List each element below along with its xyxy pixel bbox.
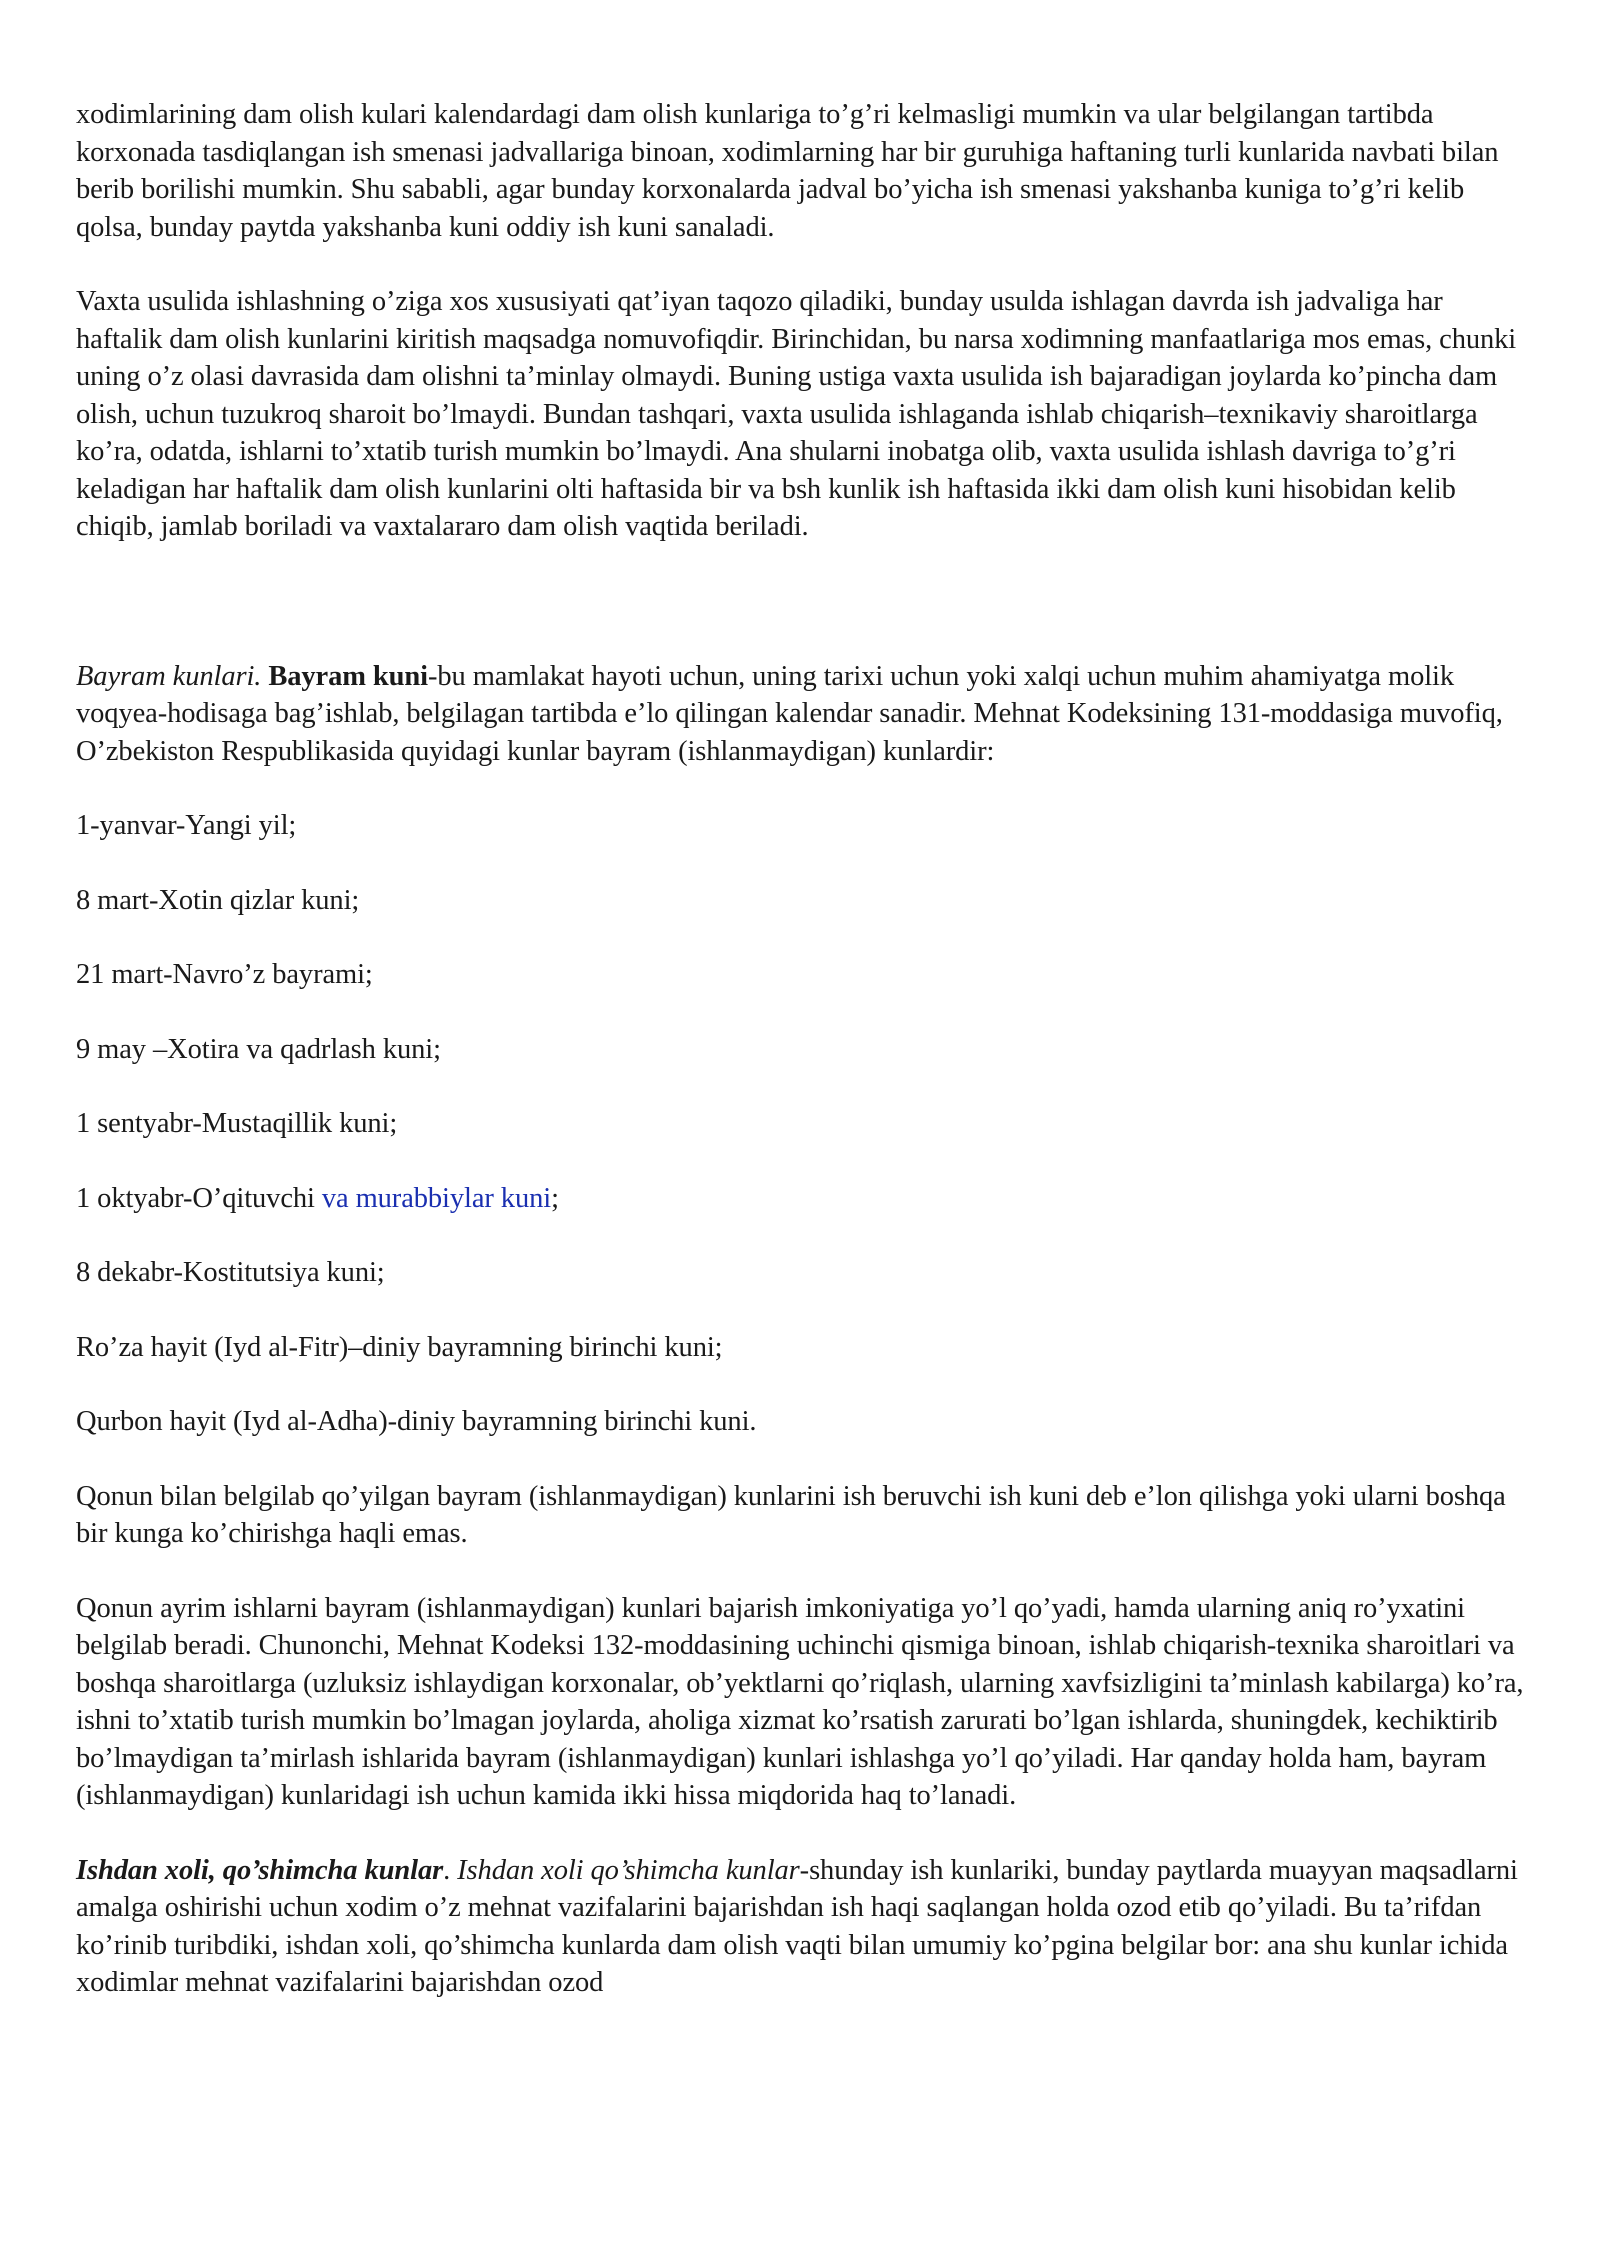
extra-days-definition: -shunday ish kunlariki, bunday paytlarda muayyan maqsadlarni amalga oshirishi uchun xodim o’z mehnat vazifalarini bajarishdan ish haqi saqlangan holda ozod etib qo’yiladi. Bu ta’rifdan ko’rinib turibdiki, ishdan xoli, qo’shimcha kunlarda dam olish vaqti bilan umumiy ko’pgina belgilar bor: ana shu kunlar ichida xodimlar mehnat vazifalarini bajarishdan ozod	[76, 1854, 1518, 1998]
term-holiday: Bayram kuni	[268, 660, 428, 692]
paragraph-day-off-schedule: xodimlarining dam olish kulari kalendardagi dam olish kunlariga to’g’ri kelmasligi mumkin va ular belgilangan tartibda korxonada tasdiqlangan ish smenasi jadvallariga binoan, xodimlarning har bir guruhiga haftaning turli kunlarida navbati bilan berib borilishi mumkin. Shu sababli, agar bunday korxonalarda jadval bo’yicha ish smenasi yakshanba kuniga to’g’ri kelib qolsa, bunday paytda yakshanba kuni oddiy ish kuni sanaladi.	[76, 99, 1499, 243]
term-extra-days: Ishdan xoli qo’shimcha kunlar	[457, 1854, 800, 1886]
paragraph-holidays-intro	[76, 658, 1524, 771]
paragraph-rotation-method: Vaxta usulida ishlashning o’ziga xos xususiyati qat’iyan taqozo qiladiki, bunday usulda ishlagan davrda ish jadvaliga har haftalik dam olish kunlarini kiritish maqsadga nomuvofiqdir. Birinchidan, bu narsa xodimning manfaatlariga mos emas, chunki uning o’z olasi davrasida dam olishni ta’minlay olmaydi. Buning ustiga vaxta usulida ish bajaradigan joylarda ko’pincha dam olish, uchun tuzukroq sharoit bo’lmaydi. Bundan tashqari, vaxta usulida ishlaganda ishlab chiqarish–texnikaviy sharoitlarga ko’ra, odatda, ishlarni to’xtatib turish mumkin bo’lmaydi. Ana shularni inobatga olib, vaxta usulida ishlash davriga to’g’ri keladigan har haftalik dam olish kunlarini olti haftasida bir va bsh kunlik ish haftasida ikki dam olish kuni hisobidan kelib chiqib, jamlab boriladi va vaxtalararo dam olish vaqtida beriladi.	[76, 286, 1517, 542]
holiday-item-text: 1 oktyabr-O’qituvchi	[76, 1182, 322, 1214]
heading-separator: .	[443, 1854, 458, 1886]
holiday-item	[76, 1180, 1524, 1218]
holiday-item: 1 sentyabr-Mustaqillik kuni;	[76, 1108, 398, 1139]
section-heading-holidays: Bayram kunlari.	[76, 660, 262, 692]
holiday-item: 1-yanvar-Yangi yil;	[76, 810, 297, 841]
holiday-link[interactable]: va murabbiylar kuni	[321, 1182, 552, 1214]
holiday-item: Qurbon hayit (Iyd al-Adha)-diniy bayramning birinchi kuni.	[76, 1406, 757, 1437]
holiday-item: 8 dekabr-Kostitutsiya kuni;	[76, 1257, 385, 1288]
holiday-item: Ro’za hayit (Iyd al-Fitr)–diniy bayramning birinchi kuni;	[76, 1331, 723, 1363]
holiday-item-end: ;	[551, 1182, 559, 1214]
paragraph-no-transfer: Qonun bilan belgilab qo’yilgan bayram (ishlanmaydigan) kunlarini ish beruvchi ish kuni deb e’lon qilishga yoki ularni boshqa bir kunga ko’chirishga haqli emas.	[76, 1480, 1506, 1549]
holiday-definition: -bu mamlakat hayoti uchun, uning tarixi uchun yoki xalqi uchun muhim ahamiyatga molik voqyea-hodisaga bag’ishlab, belgilagan tartibda e’lo qilingan kalendar sanadir. Mehnat Kodeksining 131-moddasiga muvofiq, O’zbekiston Respublikasida quyidagi kunlar bayram (ishlanmaydigan) kunlardir:	[76, 660, 1503, 767]
holiday-item: 8 mart-Xotin qizlar kuni;	[76, 884, 360, 916]
holiday-list	[76, 807, 1524, 1441]
holiday-item: 9 may –Xotira va qadrlash kuni;	[76, 1033, 441, 1065]
holiday-item: 21 mart-Navro’z bayrami;	[76, 959, 373, 990]
paragraph-extra-days	[76, 1852, 1524, 2002]
section-heading-extra-days-text: Ishdan xoli, qo’shimcha kunlar	[76, 1854, 444, 1886]
section-heading-extra-days	[76, 1855, 443, 1886]
paragraph-holiday-work: Qonun ayrim ishlarni bayram (ishlanmaydigan) kunlari bajarish imkoniyatiga yo’l qo’yadi, hamda ularning aniq ro’yxatini belgilab beradi. Chunonchi, Mehnat Kodeksi 132-moddasining uchinchi qismiga binoan, ishlab chiqarish-texnika sharoitlari va boshqa sharoitlarga (uzluksiz ishlaydigan korxonalar, ob’yektlarni qo’riqlash, ularning xavfsizligini ta’minlash kabilarga) ko’ra, ishni to’xtatib turish mumkin bo’lmagan joylarda, aholiga xizmat ko’rsatish zarurati bo’lgan ishlarda, shuningdek, kechiktirib bo’lmaydigan ta’mirlash ishlarida bayram (ishlanmaydigan) kunlari ishlashga yo’l qo’yiladi. Har qanday holda ham, bayram (ishlanmaydigan) kunlaridagi ish uchun kamida ikki hissa miqdorida haq to’lanadi.	[76, 1592, 1524, 1811]
